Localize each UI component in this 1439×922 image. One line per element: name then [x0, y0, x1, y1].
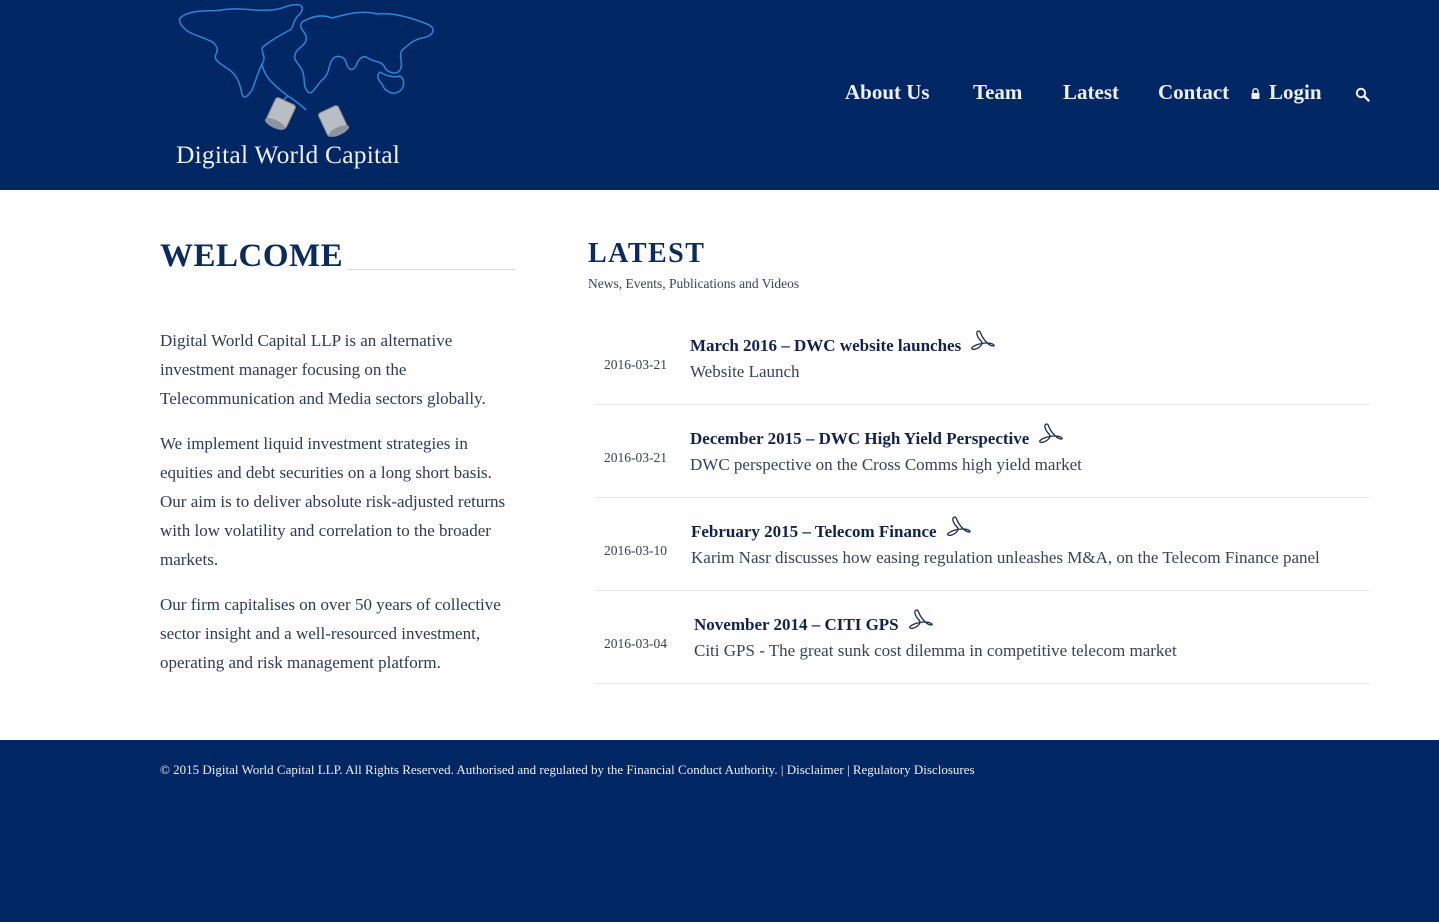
welcome-paragraph: Our firm capitalises on over 50 years of collective sector insight and a well-resourced investment, operating and risk management platform. [160, 595, 501, 672]
pdf-icon[interactable] [945, 515, 973, 539]
site-footer [0, 740, 1439, 922]
welcome-body [160, 326, 520, 693]
welcome-paragraph: We implement liquid investment strategies in equities and debt securities on a long short basis. Our aim is to deliver absolute risk-adjusted returns with low volatility and correlation to the broader markets. [160, 434, 506, 569]
news-description: DWC perspective on the Cross Comms high yield market [690, 455, 1082, 474]
news-title: December 2015 – DWC High Yield Perspective [690, 429, 1030, 448]
news-description: Citi GPS - The great sunk cost dilemma in competitive telecom market [694, 641, 1177, 660]
welcome-title: WELCOME [160, 238, 344, 274]
news-item [595, 405, 1369, 498]
world-map-tin-can-phone-icon [172, 0, 437, 140]
regulatory-disclosures-link[interactable]: Regulatory Disclosures [852, 762, 975, 777]
disclaimer-link[interactable]: Disclaimer [786, 762, 844, 777]
latest-title: LATEST [588, 238, 706, 269]
news-item [595, 498, 1369, 591]
nav-login[interactable]: Login [1269, 80, 1322, 104]
nav-contact[interactable]: Contact [1158, 80, 1230, 104]
copyright-text: © 2015 Digital World Capital LLP. All Rights Reserved. Authorised and regulated by the Financial Conduct Authority. [160, 762, 778, 777]
welcome-divider [347, 269, 515, 270]
news-title-link[interactable] [690, 427, 1065, 451]
news-title-link[interactable] [694, 613, 935, 637]
nav-team[interactable]: Team [973, 80, 1023, 104]
news-title: November 2014 – CITI GPS [694, 615, 899, 634]
news-description: Karim Nasr discusses how easing regulation unleashes M&A, on the Telecom Finance panel [691, 548, 1320, 567]
welcome-paragraph: Digital World Capital LLP is an alternative investment manager focusing on the Telecommunication and Media sectors globally. [160, 331, 486, 408]
lock-icon [1251, 88, 1260, 99]
pdf-icon[interactable] [1037, 422, 1065, 446]
news-item [595, 312, 1369, 405]
footer-text [160, 762, 975, 778]
news-title: March 2016 – DWC website launches [690, 336, 962, 355]
news-title: February 2015 – Telecom Finance [691, 522, 937, 541]
site-header [0, 0, 1439, 190]
news-description: Website Launch [690, 362, 800, 381]
news-title-link[interactable] [691, 520, 973, 544]
footer-separator: | [777, 762, 787, 777]
logo-text: Digital World Capital [176, 140, 401, 169]
news-list [595, 312, 1369, 684]
news-item [595, 591, 1369, 684]
pdf-icon[interactable] [907, 608, 935, 632]
news-title-link[interactable] [690, 334, 997, 358]
pdf-icon[interactable] [969, 329, 997, 353]
news-date: 2016-03-04 [604, 636, 667, 651]
latest-subtitle: News, Events, Publications and Videos [588, 276, 800, 291]
footer-separator: | [843, 762, 853, 777]
news-date: 2016-03-10 [604, 543, 667, 558]
logo-link[interactable] [172, 0, 437, 178]
news-date: 2016-03-21 [604, 450, 667, 465]
nav-latest[interactable]: Latest [1063, 80, 1119, 104]
search-icon[interactable] [1355, 87, 1370, 102]
nav-about-us[interactable]: About Us [845, 80, 930, 104]
news-date: 2016-03-21 [604, 357, 667, 372]
